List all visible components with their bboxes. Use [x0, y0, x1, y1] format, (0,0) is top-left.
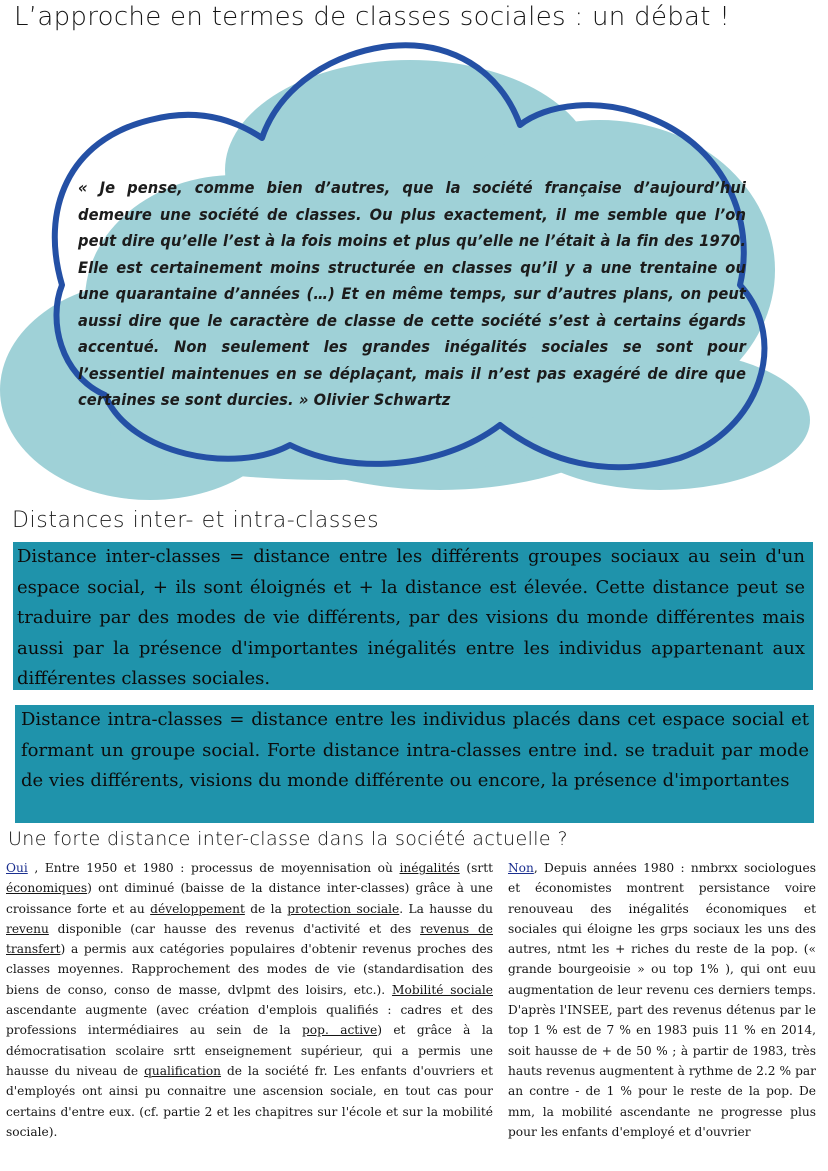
- keyword: qualification: [144, 1063, 222, 1078]
- answer-yes-column: [6, 858, 493, 1142]
- text-run: . La hausse du: [399, 901, 494, 916]
- keyword: pop. active: [302, 1023, 378, 1038]
- answer-no: Non: [508, 861, 534, 875]
- debate-title: Une forte distance inter-classe dans la société actuelle ?: [8, 828, 568, 850]
- page-title: L’approche en termes de classes sociales : un débat !: [14, 2, 731, 32]
- text-run: de la: [244, 901, 288, 916]
- text-run: ) a permis aux catégories populaires d'obtenir revenus proches des classes moyennes. Rapprochement des modes de vie (standardisation des biens de conso, conso de masse, dvlpmt des loisirs, etc.).: [6, 942, 493, 997]
- keyword: revenu: [6, 921, 49, 936]
- text-run: disponible (car hausse des revenus d'activité et des: [48, 921, 421, 936]
- text-run: (srtt: [459, 861, 493, 875]
- keyword: Mobilité sociale: [392, 982, 493, 997]
- definition-inter-classes: Distance inter-classes = distance entre les différents groupes sociaux au sein d'un espace social, + ils sont éloignés et + la distance est élevée. Cette distance peut se traduire par des modes de vie différents, par des visions du monde différentes mais aussi par la présence d'importantes inégalités entre les individus appartenant aux différentes classes sociales.: [13, 542, 813, 690]
- olivier-schwartz-quote: « Je pense, comme bien d’autres, que la société française d’aujourd’hui demeure une société de classes. Ou plus exactement, il me semble que l’on peut dire qu’elle l’est à la fois moins et plus qu’elle ne l’était à la fin des 1970. Elle est certainement moins structurée en classes qu’il y a une trentaine ou une quarantaine d’années (…) Et en même temps, sur d’autres plans, on peut aussi dire que le caractère de classe de cette société s’est à certains égards accentué. Non seulement les grandes inégalités sociales se sont pour l’essentiel maintenues en se déplaçant, mais il n’est pas exagéré de dire que certaines se sont durcies. » Olivier Schwartz: [78, 178, 746, 409]
- keyword: protection sociale: [287, 901, 400, 916]
- keyword: développement: [150, 901, 245, 916]
- keyword: économiques: [6, 881, 88, 896]
- answer-yes: Oui: [6, 861, 28, 875]
- keyword: inégalités: [399, 861, 460, 875]
- text-run: ) et grâce à la démocratisation scolaire srtt enseignement supérieur, qui a permis une hausse du niveau de: [6, 1023, 493, 1078]
- keyword: revenus de transfert: [6, 921, 493, 957]
- definition-intra-classes: Distance intra-classes = distance entre les individus placés dans cet espace social et formant un groupe social. Forte distance intra-classes entre ind. se traduit par mode de vies différents, visions du monde différente ou encore, la présence d'importantes: [15, 705, 814, 823]
- text-run: , Entre 1950 et 1980 : processus de moyennisation où: [27, 861, 400, 875]
- text-run: ) ont diminué (baisse de la distance inter-classes) grâce à une croissance forte et au: [6, 881, 493, 916]
- text-run: de la société fr. Les enfants d'ouvriers et d'employés ont ainsi pu connaitre une ascension sociale, en tout cas pour certains d'entre eux. (cf. partie 2 et les chapitres sur l'école et sur la mobilité sociale).: [6, 1063, 493, 1139]
- text-run: , Depuis années 1980 : nmbrxx sociologues et économistes montrent persistance voire renouveau des inégalités économiques et sociales qui éloigne les grps sociaux les uns des autres, ntmt les + riches du reste de la pop. (« grande bourgeoisie » ou top 1% ), qui ont euu augmentation de leur revenu ces derniers temps. D'après l'INSEE, part des revenus détenus par le top 1 % est de 7 % en 1983 puis 11 % en 2014, soit hausse de + de 50 % ; à partir de 1983, très hauts revenus augmentent à rythme de 2.2 % par an contre - de 1 % pour le reste de la pop. De mm, la mobilité ascendante ne progresse plus pour les enfants d'employé et d'ouvrier: [508, 861, 816, 1139]
- answer-no-column: [508, 858, 816, 1142]
- section-title-distances: Distances inter- et intra-classes: [12, 508, 380, 533]
- text-run: ascendante augmente (avec création d'emplois qualifiés : cadres et des professions intermédiaires au sein de la: [6, 1003, 493, 1038]
